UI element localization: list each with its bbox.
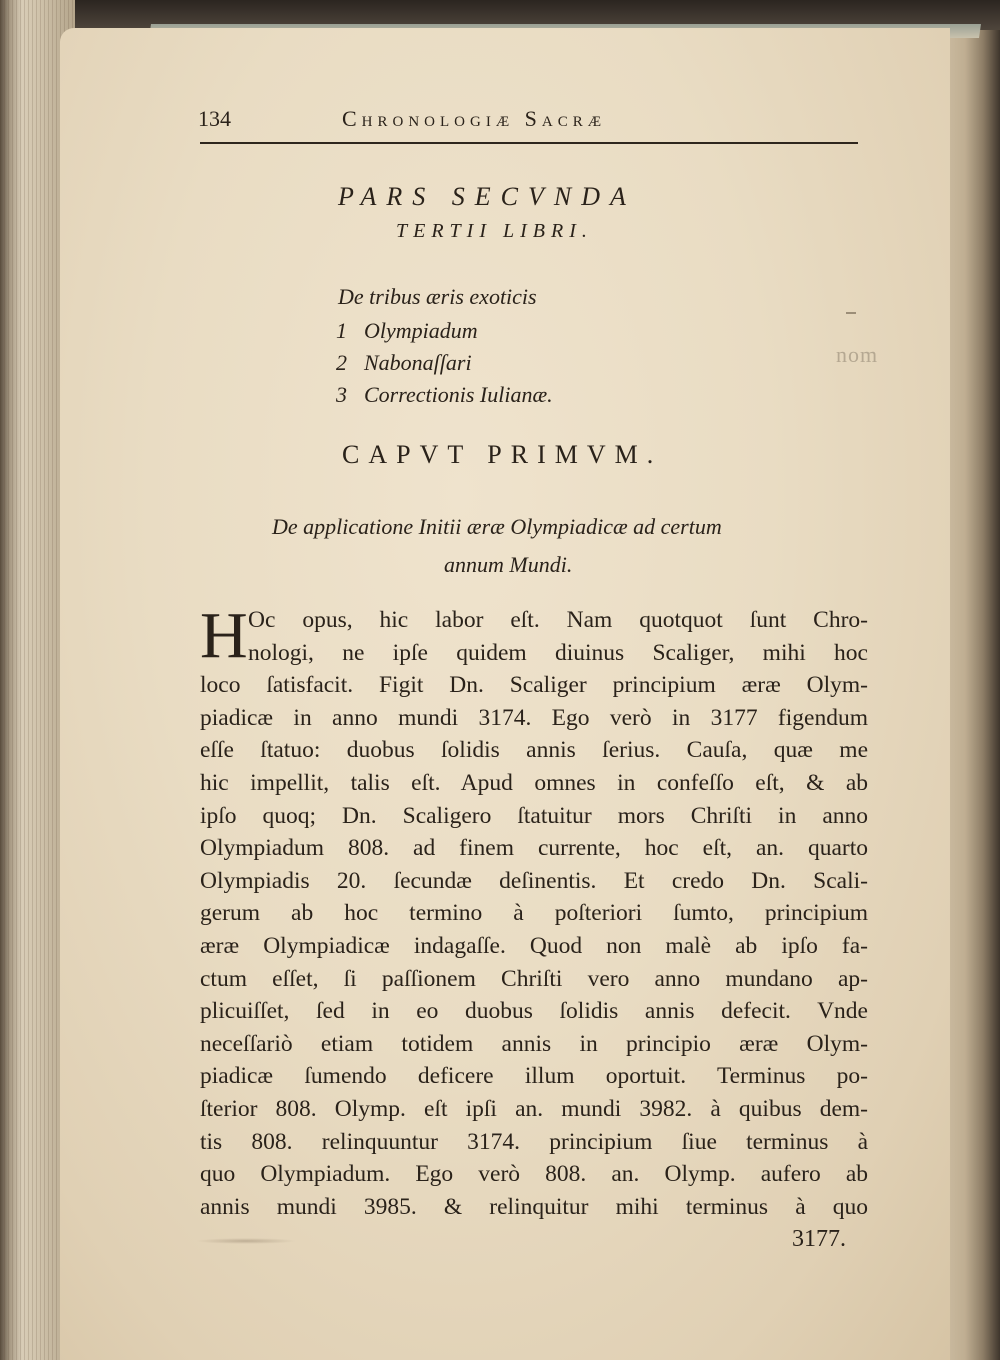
text-line: Olympiadum 808. ad finem currente, hoc eſt, an. quarto: [200, 835, 868, 862]
text-line: eſſe ſtatuo: duobus ſolidis annis ſerius. Cauſa, quæ me: [200, 737, 868, 764]
running-header: [198, 104, 858, 140]
chapter-description: De applicatione Initii æræ Olympiadicæ ad certum annum Mundi.: [272, 514, 722, 577]
part-subtitle: TERTII LIBRI.: [396, 220, 593, 242]
part-title: PARS SECVNDA: [338, 182, 636, 211]
text-line: neceſſariò etiam totidem annis in principio æræ Olym-: [200, 1030, 868, 1057]
ink-smudge: [196, 1238, 296, 1244]
text-line: Oc opus, hic labor eſt. Nam quotquot ſunt Chro-: [248, 607, 868, 633]
text-line: ſterior 808. Olymp. eſt ipſi an. mundi 3982. à quibus dem-: [200, 1095, 868, 1122]
margin-mark: [846, 312, 856, 314]
text-line: plicuiſſet, ſed in eo duobus ſolidis annis defecit. Vnde: [200, 998, 868, 1025]
text-line: annis mundi 3985. & relinquitur mihi terminus à quo: [200, 1193, 868, 1220]
page-stack-right: [945, 30, 1000, 1360]
text-line: æræ Olympiadicæ indagaſſe. Quod non malè ab ipſo fa-: [200, 932, 868, 959]
text-line: quo Olympiadum. Ego verò 808. an. Olymp. aufero ab: [200, 1161, 868, 1188]
body-text: [200, 599, 868, 1223]
header-rule: [200, 142, 858, 144]
chapter-title: CAPVT PRIMVM.: [342, 440, 663, 469]
running-title: Chronologiæ Sacræ: [342, 106, 607, 131]
text-line: Olympiadis 20. ſecundæ deſinentis. Et credo Dn. Scali-: [200, 867, 868, 894]
drop-cap: H: [200, 599, 248, 672]
eras-heading: De tribus æris exoticis: [338, 284, 537, 309]
text-line: piadicæ in anno mundi 3174. Ego verò in 3177 figendum: [200, 704, 868, 731]
text-line: nologi, ne ipſe quidem diuinus Scaliger, mihi hoc: [248, 639, 868, 666]
era-item: 2 Nabonaſſari: [336, 350, 472, 375]
text-line: ipſo quoq; Dn. Scaligero ſtatuitur mors Chriſti in anno: [200, 802, 868, 829]
era-item: 3 Correctionis Iulianæ.: [336, 382, 553, 407]
page-number: 134: [198, 106, 231, 131]
text-line: tis 808. relinquuntur 3174. principium ſiue terminus à: [200, 1128, 868, 1155]
era-item: 1 Olympiadum: [336, 318, 478, 343]
text-line: hic impellit, talis eſt. Apud omnes in confeſſo eſt, & ab: [200, 769, 868, 796]
text-line: gerum ab hoc termino à poſteriori ſumto, principium: [200, 900, 868, 927]
text-line: loco ſatisfacit. Figit Dn. Scaliger principium æræ Olym-: [200, 672, 868, 699]
text-line: ctum eſſet, ſi paſſionem Chriſti vero anno mundano ap-: [200, 965, 868, 992]
show-through-fragment: nom: [836, 342, 879, 367]
catchword: 3177.: [792, 1226, 846, 1252]
text-line: piadicæ ſumendo deficere illum oportuit. Terminus po-: [200, 1063, 868, 1090]
